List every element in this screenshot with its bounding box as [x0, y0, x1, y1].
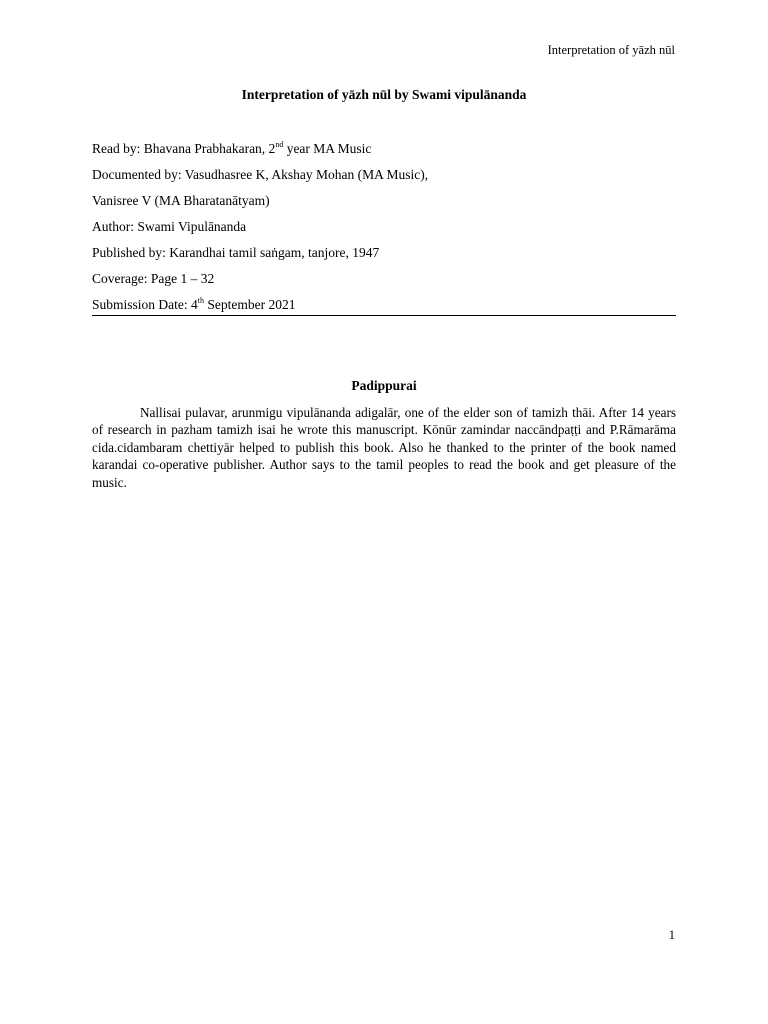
- author-line: Author: Swami Vipulānanda: [92, 219, 247, 234]
- page-number: 1: [668, 928, 675, 942]
- documented-by-line-continued: Vanisree V (MA Bharatanātyam): [92, 193, 270, 208]
- read-by-line: [92, 141, 676, 157]
- submission-date-ordinal: th: [197, 295, 204, 305]
- submission-date-text: Submission Date: 4: [92, 297, 198, 312]
- body-paragraph: Nallisai pulavar, arunmigu vipulānanda adigalār, one of the elder son of tamizh thāi. After 14 years of research in pazham tamizh isai he wrote this manuscript. Kōnūr zamindar naccāndpaṭṭi and P.Rāmarāma cida.cidambaram chettiyār helped to publish this book. Also he thanked to the printer of the book named karandai co-operative publisher. Author says to the tamil peoples to read the book and get pleasure of the music.: [92, 405, 676, 490]
- read-by-text-suffix: year MA Music: [283, 141, 372, 156]
- section-heading: Padippurai: [351, 378, 417, 393]
- documented-by-line: Documented by: Vasudhasree K, Akshay Mohan (MA Music),: [92, 167, 429, 182]
- running-header: Interpretation of yāzh nūl: [547, 43, 675, 57]
- submission-date-line: [92, 297, 676, 313]
- read-by-text: Read by: Bhavana Prabhakaran, 2: [92, 141, 276, 156]
- coverage-line: Coverage: Page 1 – 32: [92, 271, 215, 286]
- read-by-ordinal: nd: [275, 139, 284, 149]
- horizontal-divider: [92, 315, 676, 316]
- submission-date-text-suffix: September 2021: [204, 297, 296, 312]
- document-title: Interpretation of yāzh nūl by Swami vipulānanda: [241, 87, 527, 102]
- published-by-line: Published by: Karandhai tamil saṅgam, tanjore, 1947: [92, 245, 380, 260]
